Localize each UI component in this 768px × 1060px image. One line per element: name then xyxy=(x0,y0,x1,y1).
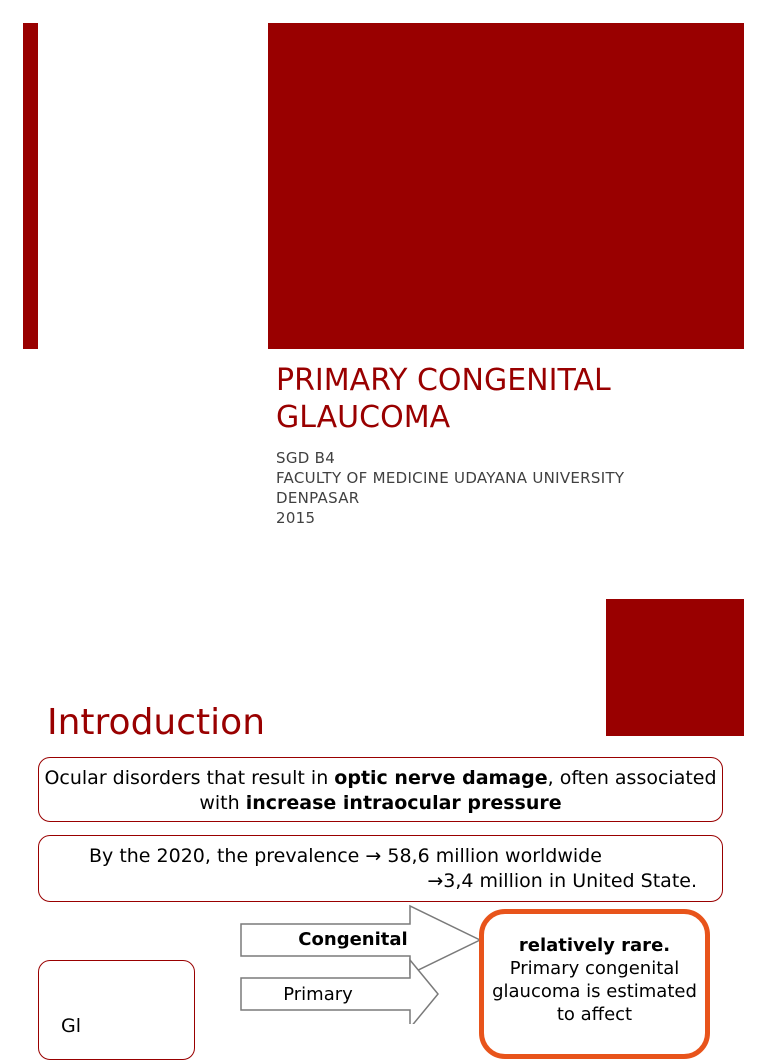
prevalence-line-1: By the 2020, the prevalence → 58,6 million worldwide xyxy=(89,845,602,867)
subtitle-line: FACULTY OF MEDICINE UDAYANA UNIVERSITY xyxy=(276,469,625,487)
rarity-bold: relatively rare. xyxy=(518,935,671,956)
subtitle-line: DENPASAR xyxy=(276,489,360,507)
arrow-shapes xyxy=(236,900,486,1024)
definition-bold-a: optic nerve damage xyxy=(334,767,548,789)
definition-box xyxy=(38,757,723,822)
intro-heading: Introduction xyxy=(47,702,266,743)
subtitle-line: 2015 xyxy=(276,509,316,527)
title-banner-block xyxy=(268,23,744,349)
left-accent-bar xyxy=(23,23,38,349)
definition-bold-b: increase intraocular pressure xyxy=(245,792,562,814)
definition-text-a: Ocular disorders that result in xyxy=(44,767,335,789)
glaucoma-box xyxy=(38,960,195,1060)
prevalence-box xyxy=(38,835,723,902)
congenital-arrow-label: Congenital xyxy=(298,929,408,950)
slide-title: PRIMARY CONGENITAL GLAUCOMA xyxy=(276,363,611,435)
rarity-text: Primary congenital glaucoma is estimated to affect xyxy=(492,958,697,1025)
subtitle-line: SGD B4 xyxy=(276,449,336,467)
primary-arrow-label: Primary xyxy=(283,984,353,1005)
rarity-box xyxy=(479,909,710,1059)
slide-subtitle xyxy=(276,448,746,528)
definition-text-b: , often associated with xyxy=(199,767,717,814)
intro-corner-block xyxy=(606,599,744,736)
glaucoma-box-text: Gl xyxy=(61,1015,82,1037)
prevalence-line-2: →3,4 million in United State. xyxy=(427,870,697,892)
